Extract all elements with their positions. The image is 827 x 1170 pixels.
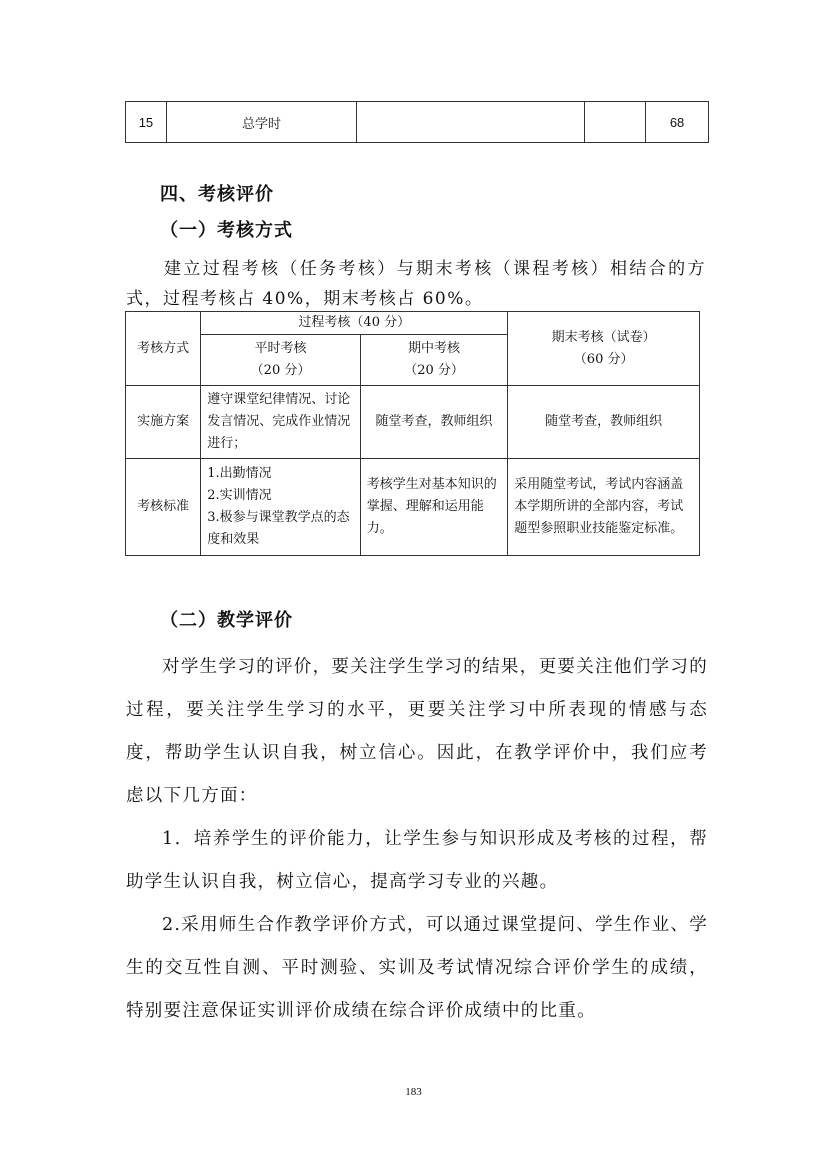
standard-item: 1.出勤情况: [207, 466, 272, 481]
page-number: 183: [405, 1086, 422, 1098]
body-paragraph: 2.采用师生合作教学评价方式，可以通过课堂提问、学生作业、学生的交互性自测、平时测验、实训及考试情况综合评价学生的成绩，特别要注意保证实训评价成绩在综合评价成绩中的比重。: [126, 915, 708, 1021]
assessment-table: [125, 311, 700, 556]
row-label-cell: 总学时: [166, 102, 356, 143]
plan-regular-cell: 遵守课堂纪律情况、讨论发言情况、完成作业情况进行；: [201, 386, 361, 459]
plan-label-cell: 实施方案: [126, 386, 201, 459]
final-header-cell: [508, 312, 700, 386]
evaluation-body: [126, 646, 708, 1033]
row-content-cell: [357, 102, 585, 143]
midterm-header-line2: （20 分）: [404, 363, 464, 378]
standard-regular-cell: [201, 459, 361, 556]
midterm-header-line1: 期中考核: [408, 341, 461, 356]
standard-item: 3.极参与课堂教学点的态度和效果: [207, 510, 350, 547]
row-hours-cell: 68: [646, 102, 709, 143]
subsection-heading: （二）教学评价: [160, 610, 293, 631]
plan-midterm-cell: 随堂考查，教师组织: [360, 386, 508, 459]
plan-final-cell: 随堂考查，教师组织: [508, 386, 700, 459]
standard-midterm-cell: 考核学生对基本知识的掌握、理解和运用能力。: [360, 459, 508, 556]
intro-paragraph: 建立过程考核（任务考核）与期末考核（课程考核）相结合的方式，过程考核占 40%，期末考核占 60%。: [126, 259, 706, 309]
body-paragraph: 对学生学习的评价，要关注学生学习的结果，更要关注他们学习的过程，要关注学生学习的水平，更要关注学习中所表现的情感与态度，帮助学生认识自我，树立信心。因此，在教学评价中，我们应考虑以下几方面：: [126, 657, 708, 806]
table-row: [126, 102, 709, 143]
row-index-cell: 15: [126, 102, 167, 143]
body-paragraph: 1．培养学生的评价能力，让学生参与知识形成及考核的过程，帮助学生认识自我，树立信心，提高学习专业的兴趣。: [126, 829, 708, 892]
row-extra-cell: [585, 102, 646, 143]
final-header-line2: （60 分）: [573, 351, 634, 367]
section-heading: 四、考核评价: [160, 184, 274, 205]
standard-label-cell: 考核标准: [126, 459, 201, 556]
method-header-cell: 考核方式: [126, 312, 201, 386]
final-header-line1: 期末考核（试卷）: [551, 329, 656, 345]
table-row: [126, 312, 700, 335]
table-row: [126, 459, 700, 556]
standard-item: 2.实训情况: [207, 488, 272, 503]
course-hours-table: [125, 101, 709, 143]
regular-header-cell: [201, 335, 361, 386]
midterm-header-cell: [360, 335, 508, 386]
regular-header-line2: （20 分）: [250, 363, 311, 378]
subsection-heading: （一）考核方式: [160, 220, 293, 241]
regular-header-line1: 平时考核: [254, 341, 307, 356]
table-row: [126, 386, 700, 459]
process-header-cell: 过程考核（40 分）: [201, 312, 508, 335]
standard-final-cell: 采用随堂考试，考试内容涵盖本学期所讲的全部内容，考试题型参照职业技能鉴定标准。: [508, 459, 700, 556]
